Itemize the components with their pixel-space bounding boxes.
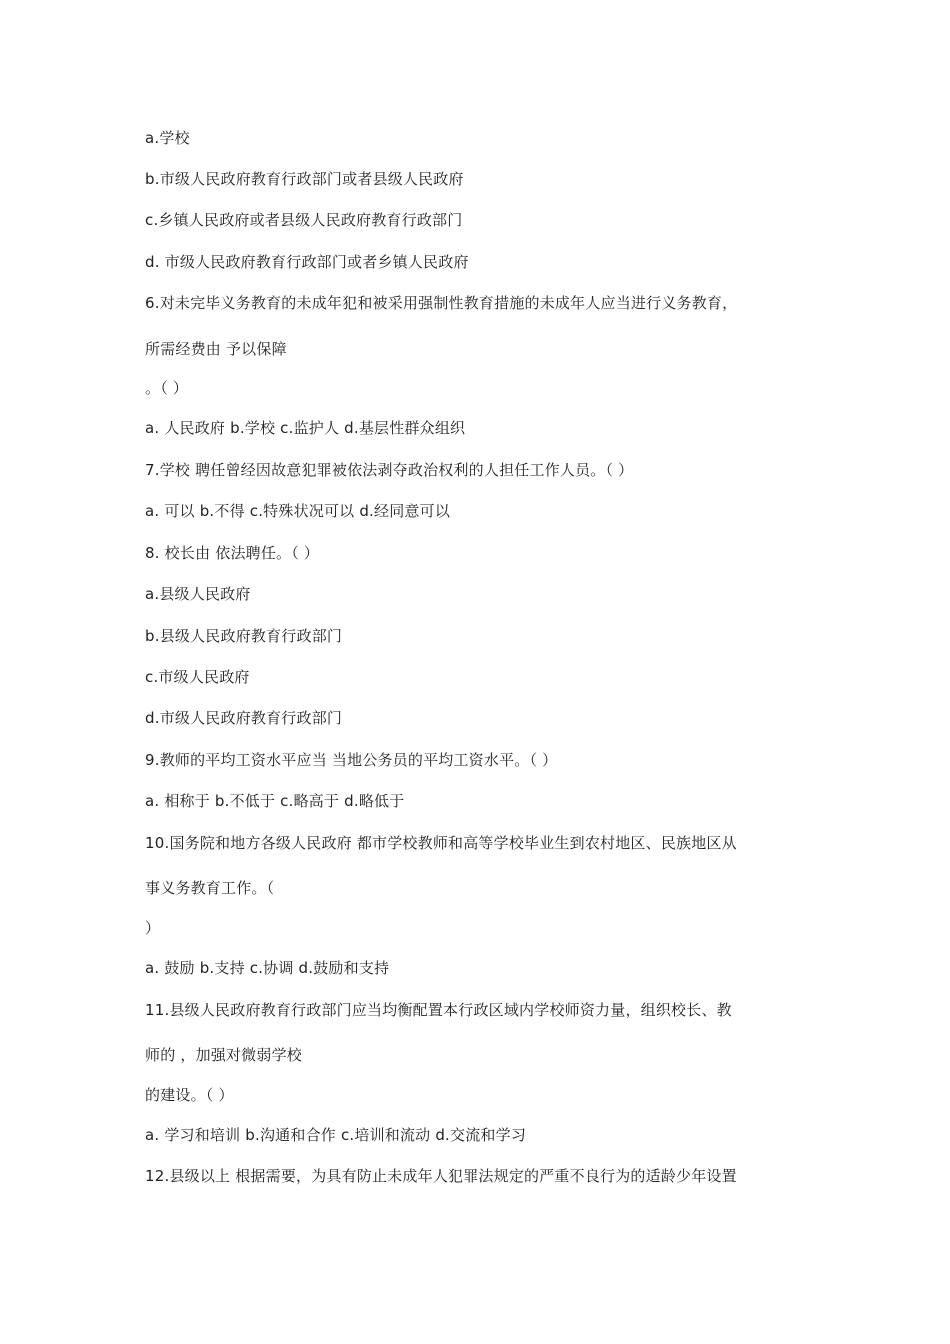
text-line: 7.学校 聘任曾经因故意犯罪被依法剥夺政治权利的人担任工作人员。（ ） (145, 461, 634, 479)
text-line: 12.县级以上 根据需要，为具有防止未成年人犯罪法规定的严重不良行为的适龄少年设置 (145, 1167, 737, 1185)
text-line: 11.县级人民政府教育行政部门应当均衡配置本行政区域内学校师资力量，组织校长、教 (145, 1001, 732, 1019)
text-line: ） (145, 919, 161, 937)
text-line: a. 相称于 b.不低于 c.略高于 d.略低于 (145, 792, 405, 810)
text-line: 6.对未完毕义务教育的未成年犯和被采用强制性教育措施的未成年人应当进行义务教育， (145, 294, 738, 312)
text-line: a.县级人民政府 (145, 585, 251, 603)
text-line: c.市级人民政府 (145, 668, 250, 686)
text-line: 师的 ，加强对微弱学校 (145, 1046, 302, 1064)
text-line: a.学校 (145, 129, 190, 147)
text-line: 8. 校长由 依法聘任。（ ） (145, 544, 320, 562)
text-line: 。（ ） (145, 379, 189, 397)
text-line: a. 学习和培训 b.沟通和合作 c.培训和流动 d.交流和学习 (145, 1126, 527, 1144)
text-line: 的建设。（ ） (145, 1086, 234, 1104)
text-line: 所需经费由 予以保障 (145, 340, 287, 358)
text-line: c.乡镇人民政府或者县级人民政府教育行政部门 (145, 211, 463, 229)
text-line: b.县级人民政府教育行政部门 (145, 627, 343, 645)
text-line: a. 鼓励 b.支持 c.协调 d.鼓励和支持 (145, 959, 390, 977)
text-line: d.市级人民政府教育行政部门 (145, 709, 343, 727)
text-line: a. 人民政府 b.学校 c.监护人 d.基层性群众组织 (145, 419, 466, 437)
text-line: 10.国务院和地方各级人民政府 都市学校教师和高等学校毕业生到农村地区、民族地区从 (145, 834, 737, 852)
text-line: b.市级人民政府教育行政部门或者县级人民政府 (145, 170, 464, 188)
text-line: d. 市级人民政府教育行政部门或者乡镇人民政府 (145, 253, 469, 271)
text-line: 9.教师的平均工资水平应当 当地公务员的平均工资水平。（ ） (145, 751, 558, 769)
text-line: a. 可以 b.不得 c.特殊状况可以 d.经同意可以 (145, 502, 451, 520)
text-line: 事义务教育工作。（ (145, 879, 275, 897)
